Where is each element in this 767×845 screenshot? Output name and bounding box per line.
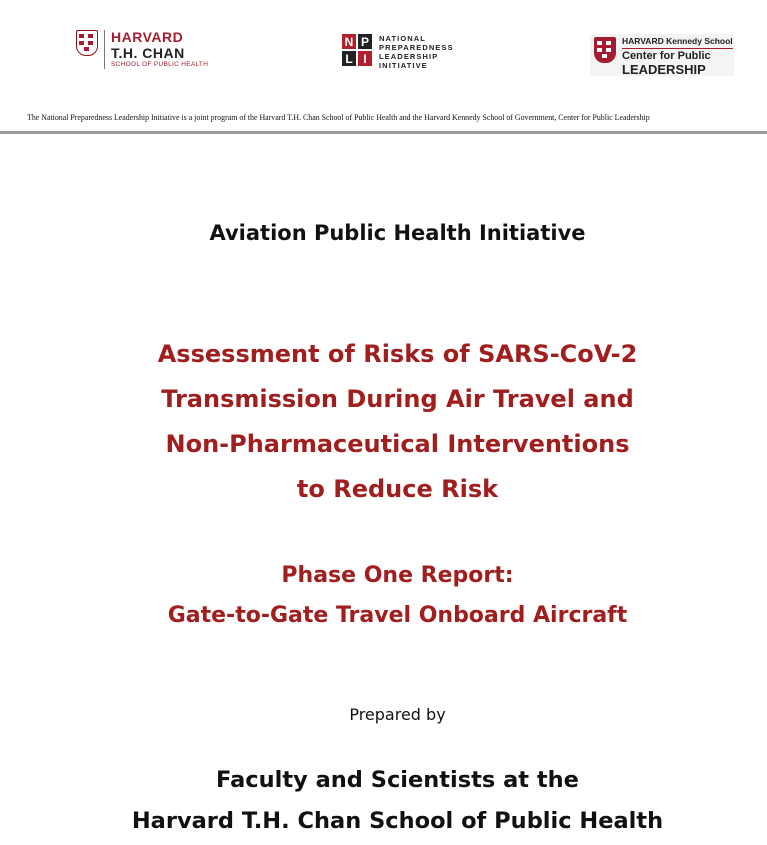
phase-subtitle-line-2: Gate-to-Gate Travel Onboard Aircraft <box>167 603 628 628</box>
report-title <box>14 332 767 512</box>
npli-letter-i: I <box>358 51 372 66</box>
npli-line-4: INITIATIVE <box>379 61 428 70</box>
hks-cpl-logo <box>590 34 734 76</box>
hks-shield-icon <box>594 37 616 63</box>
chan-logo-line1: HARVARD <box>111 29 184 45</box>
npli-letter-l: L <box>342 51 356 66</box>
npli-line-3: LEADERSHIP <box>379 52 439 61</box>
chan-logo-line3: SCHOOL OF PUBLIC HEALTH <box>111 61 209 68</box>
hks-logo-text <box>622 37 733 76</box>
report-title-line-1: Assessment of Risks of SARS-CoV-2 <box>157 340 638 368</box>
initiative-heading: Aviation Public Health Initiative <box>209 221 586 245</box>
harvard-shield-icon <box>76 30 98 56</box>
joint-program-statement: The National Preparedness Leadership Initiative is a joint program of the Harvard T.H. Chan School of Public Health and the Harvard Kennedy School of Government, Center for Public Leadership <box>27 113 650 122</box>
report-title-line-4: to Reduce Risk <box>296 475 499 503</box>
prepared-by-label: Prepared by <box>349 705 446 724</box>
phase-subtitle-line-1: Phase One Report: <box>281 563 514 588</box>
npli-line-2: PREPAREDNESS <box>379 43 454 52</box>
harvard-chan-logo <box>76 30 208 69</box>
report-title-line-3: Non-Pharmaceutical Interventions <box>165 430 630 458</box>
report-title-line-2: Transmission During Air Travel and <box>161 385 634 413</box>
hks-logo-line1: HARVARD Kennedy School <box>622 37 733 49</box>
npli-logo-text <box>379 34 454 70</box>
chan-logo-line2: T.H. CHAN <box>111 45 185 61</box>
npli-letter-n: N <box>342 34 356 49</box>
npli-letter-p: P <box>358 34 372 49</box>
hks-logo-line2: Center for Public <box>622 49 711 62</box>
hks-logo-line3: LEADERSHIP <box>622 61 706 77</box>
npli-letter-block <box>342 34 372 66</box>
author-block <box>14 760 767 842</box>
phase-subtitle <box>14 556 767 636</box>
npli-logo <box>342 34 454 70</box>
header-divider <box>0 131 767 134</box>
author-line-1: Faculty and Scientists at the <box>216 767 579 793</box>
author-line-2: Harvard T.H. Chan School of Public Health <box>131 808 664 834</box>
npli-line-1: NATIONAL <box>379 34 426 43</box>
chan-logo-text <box>104 30 208 69</box>
